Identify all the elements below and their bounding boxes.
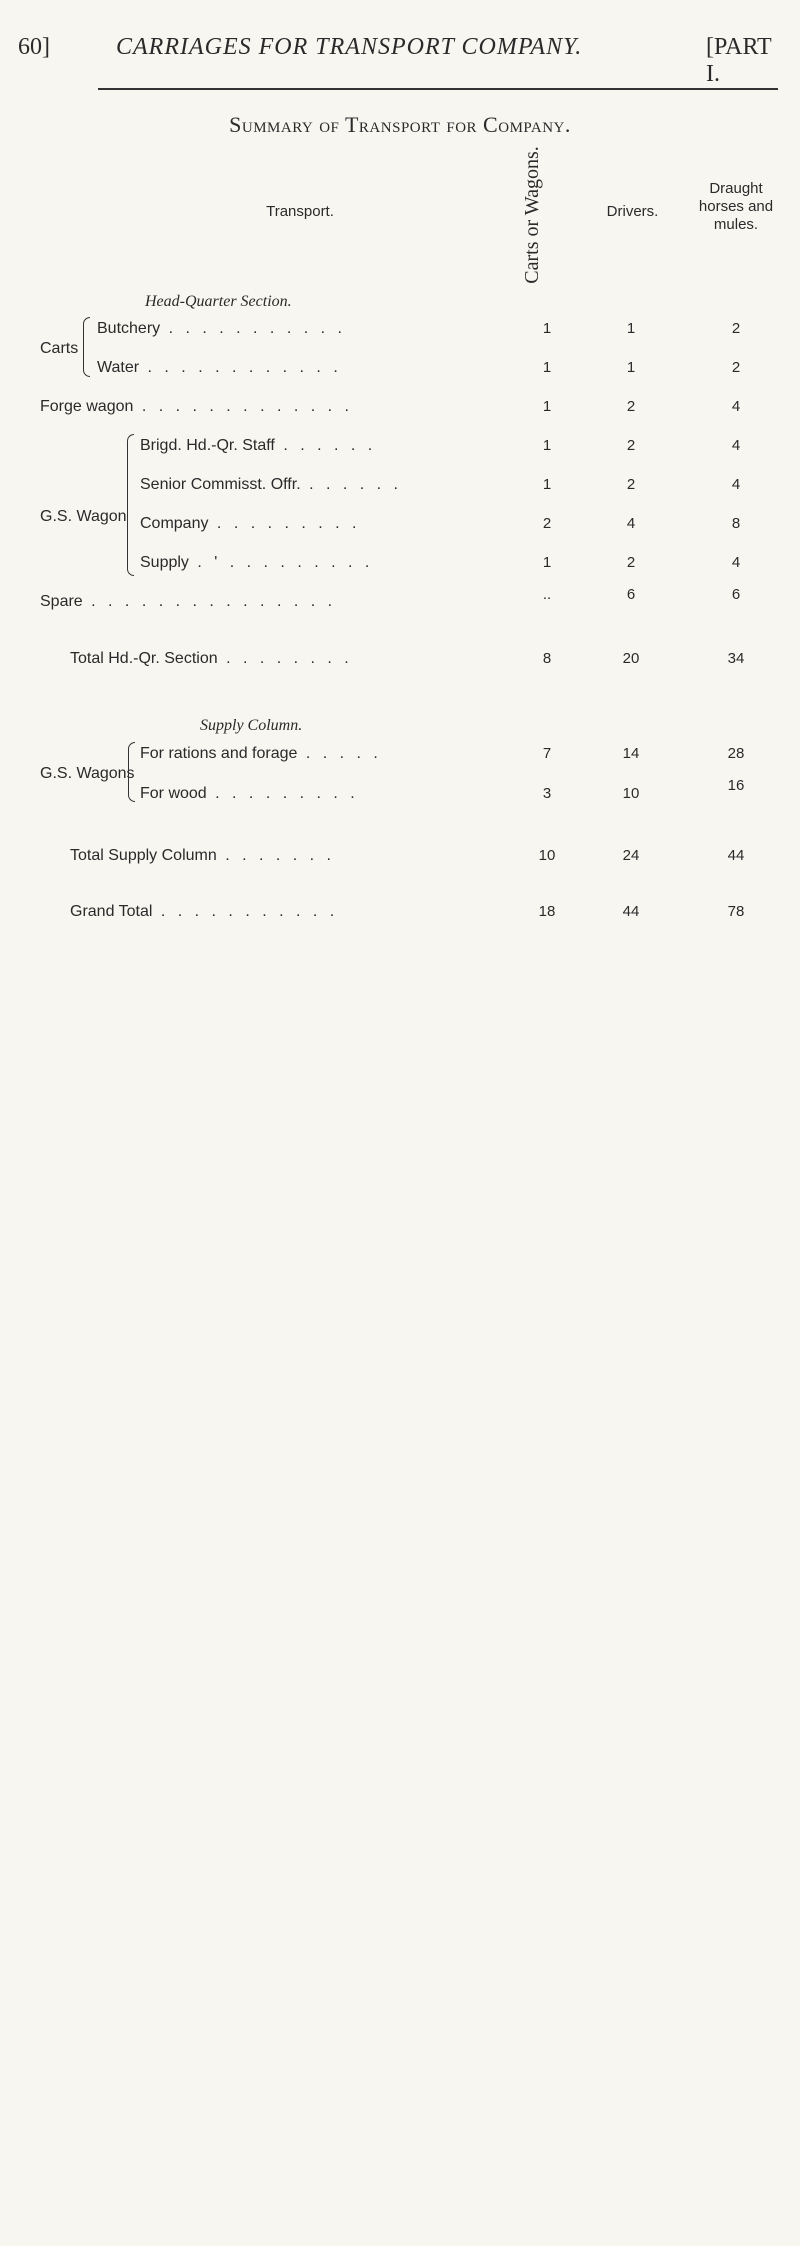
- gs-wagon-brace: [127, 434, 134, 576]
- grand-total-carts: 18: [538, 903, 556, 920]
- cell-carts: ..: [542, 586, 552, 603]
- row-label-supply: Supply . ' . . . . . . . . .: [140, 554, 374, 571]
- cell-carts: 1: [542, 437, 552, 454]
- cell-draught: 2: [731, 359, 741, 376]
- row-label-butchery: Butchery . . . . . . . . . . .: [97, 320, 346, 337]
- col-divider-2: [0, 872, 1, 1737]
- supply-total-drivers: 24: [622, 847, 640, 864]
- cell-drivers: 1: [626, 359, 636, 376]
- page-number: 60]: [18, 34, 50, 60]
- row-label-forge-wagon: Forge wagon . . . . . . . . . . . . .: [40, 398, 353, 415]
- draught-column-header: Draught horses and mules.: [698, 180, 774, 233]
- cell-carts: 1: [542, 476, 552, 493]
- carts-group-label: Carts: [40, 340, 79, 357]
- supply-brace: [128, 742, 135, 802]
- gs-wagon-group-label: G.S. Wagon: [40, 508, 127, 525]
- row-label-water: Water . . . . . . . . . . . .: [97, 359, 342, 376]
- cell-drivers: 2: [626, 476, 636, 493]
- hq-total-label: Total Hd.-Qr. Section . . . . . . . .: [70, 650, 353, 667]
- cell-carts: 2: [542, 515, 552, 532]
- cell-drivers: 1: [626, 320, 636, 337]
- carts-column-header-box: [512, 146, 552, 284]
- supply-total-label: Total Supply Column . . . . . . .: [70, 847, 335, 864]
- row-label-for-wood: For wood . . . . . . . . .: [140, 785, 359, 802]
- cell-draught: 16: [727, 777, 745, 794]
- supply-total-carts: 10: [538, 847, 556, 864]
- running-title: CARRIAGES FOR TRANSPORT COMPANY.: [116, 34, 583, 60]
- row-label-spare: Spare . . . . . . . . . . . . . . .: [40, 593, 337, 610]
- carts-brace: [83, 317, 90, 377]
- hq-total-draught: 34: [727, 650, 745, 667]
- cell-drivers: 2: [626, 437, 636, 454]
- cell-draught: 28: [727, 745, 745, 762]
- cell-draught: 4: [731, 398, 741, 415]
- row-label-brigd-staff: Brigd. Hd.-Qr. Staff . . . . . .: [140, 437, 377, 454]
- cell-drivers: 2: [626, 398, 636, 415]
- row-label-rations-forage: For rations and forage . . . . .: [140, 745, 382, 762]
- cell-carts: 1: [542, 320, 552, 337]
- supply-group-label: G.S. Wagons: [40, 765, 135, 782]
- drivers-column-header: Drivers.: [606, 203, 659, 220]
- cell-carts: 1: [542, 398, 552, 415]
- col-divider-3: [0, 1737, 1, 2246]
- cell-draught: 4: [731, 476, 741, 493]
- hq-section-heading: Head-Quarter Section.: [145, 293, 292, 310]
- cell-draught: 4: [731, 437, 741, 454]
- header-divider: [0, 6, 745, 7]
- cell-drivers: 6: [626, 586, 636, 603]
- header-rule: [98, 88, 778, 90]
- cell-draught: 4: [731, 554, 741, 571]
- cell-drivers: 2: [626, 554, 636, 571]
- supply-total-draught: 44: [727, 847, 745, 864]
- grand-total-drivers: 44: [622, 903, 640, 920]
- grand-total-draught: 78: [727, 903, 745, 920]
- hq-total-drivers: 20: [622, 650, 640, 667]
- cell-carts: 1: [542, 359, 552, 376]
- cell-carts: 3: [542, 785, 552, 802]
- cell-drivers: 10: [622, 785, 640, 802]
- transport-column-header: Transport.: [266, 203, 334, 220]
- cell-draught: 8: [731, 515, 741, 532]
- row-label-senior-commisst: Senior Commisst. Offr. . . . . . .: [140, 476, 402, 493]
- grand-total-label: Grand Total . . . . . . . . . . .: [70, 903, 339, 920]
- carts-column-header: Carts or Wagons.: [521, 146, 543, 284]
- hq-total-carts: 8: [542, 650, 552, 667]
- cell-draught: 6: [731, 586, 741, 603]
- supply-column-heading: Supply Column.: [200, 717, 303, 734]
- cell-draught: 2: [731, 320, 741, 337]
- cell-carts: 1: [542, 554, 552, 571]
- cell-drivers: 4: [626, 515, 636, 532]
- summary-title: Summary of Transport for Company.: [229, 112, 571, 137]
- cell-drivers: 14: [622, 745, 640, 762]
- row-label-company: Company . . . . . . . . .: [140, 515, 361, 532]
- cell-carts: 7: [542, 745, 552, 762]
- part-label: [PART I.: [706, 34, 772, 87]
